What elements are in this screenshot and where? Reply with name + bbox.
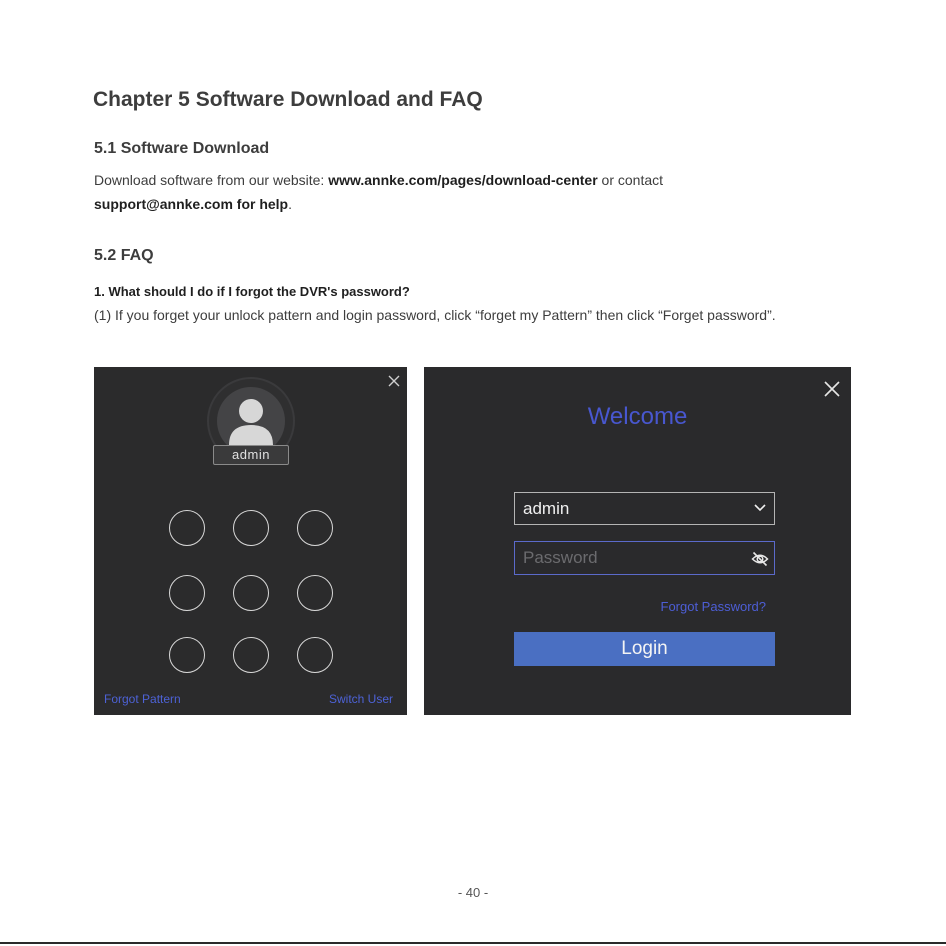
pattern-dot[interactable] — [233, 637, 269, 673]
pattern-dot[interactable] — [169, 575, 205, 611]
close-icon[interactable] — [823, 380, 841, 398]
download-text-prefix: Download software from our website: — [94, 172, 329, 188]
pattern-unlock-screen — [94, 367, 407, 715]
section-title-download: 5.1 Software Download — [94, 140, 270, 157]
download-text-mid: or contact — [597, 172, 664, 188]
chevron-down-icon — [754, 504, 766, 512]
pattern-dot[interactable] — [169, 637, 205, 673]
download-paragraph — [94, 168, 814, 216]
page-number: - 40 - — [457, 885, 489, 900]
forgot-password-link[interactable]: Forgot Password? — [660, 599, 766, 614]
login-screen — [424, 367, 851, 715]
download-text-end: . — [288, 196, 293, 212]
pattern-dot[interactable] — [233, 510, 269, 546]
close-icon[interactable] — [387, 374, 401, 388]
login-button[interactable]: Login — [514, 632, 775, 666]
password-field-wrapper — [514, 541, 775, 575]
forgot-pattern-link[interactable]: Forgot Pattern — [104, 692, 181, 706]
bottom-divider — [0, 942, 946, 944]
pattern-dot[interactable] — [297, 637, 333, 673]
username-value: admin — [523, 499, 570, 518]
eye-off-icon[interactable] — [751, 550, 769, 568]
username-select[interactable] — [514, 492, 775, 525]
switch-user-link[interactable]: Switch User — [328, 692, 393, 706]
section-title-faq: 5.2 FAQ — [94, 247, 154, 264]
support-email[interactable]: support@annke.com for help — [94, 196, 289, 212]
pattern-dot[interactable] — [297, 510, 333, 546]
faq-question: 1. What should I do if I forgot the DVR's password? — [94, 284, 410, 299]
pattern-dot[interactable] — [169, 510, 205, 546]
welcome-title: Welcome — [587, 403, 688, 430]
password-input[interactable] — [515, 542, 743, 574]
faq-answer: (1) If you forget your unlock pattern and login password, click “forget my Pattern” then click “Forget password”. — [94, 307, 776, 323]
pattern-dot[interactable] — [297, 575, 333, 611]
username-label: admin — [213, 445, 289, 465]
chapter-title: Chapter 5 Software Download and FAQ — [93, 88, 483, 111]
download-website-link[interactable]: www.annke.com/pages/download-center — [328, 172, 598, 188]
pattern-dot[interactable] — [233, 575, 269, 611]
